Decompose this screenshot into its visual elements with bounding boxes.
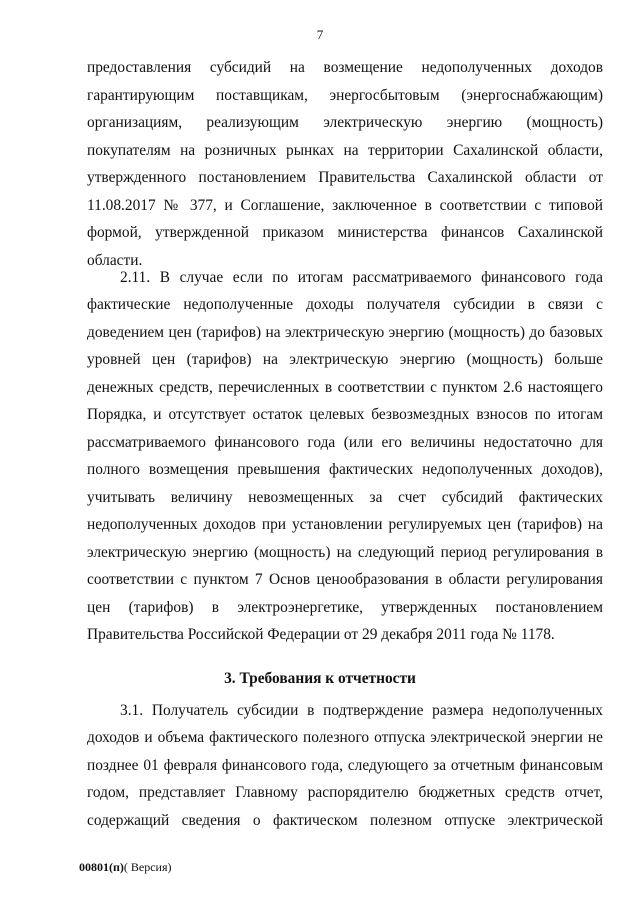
text-line: предоставления субсидий на возмещение недополученных доходов xyxy=(87,59,603,76)
document-code: 00801(п) xyxy=(79,860,124,874)
section-heading: 3. Требования к отчетности xyxy=(224,670,416,687)
text-line: 11.08.2017 № 377, и Соглашение, заключенное в соответствии с типовой xyxy=(87,197,603,214)
text-line: Порядка, и отсутствует остаток целевых безвозмездных взносов по итогам xyxy=(87,406,603,423)
text-line: 3.1. Получатель субсидии в подтверждение размера недополученных xyxy=(120,702,603,719)
text-line: цен (тарифов) в электроэнергетике, утвержденных постановлением xyxy=(87,599,603,616)
text-line: утвержденного постановлением Правительства Сахалинской области от xyxy=(87,169,603,186)
text-line: содержащий сведения о фактическом полезном отпуске электрической xyxy=(87,812,603,829)
text-line: денежных средств, перечисленных в соответствии с пунктом 2.6 настоящего xyxy=(87,379,603,396)
text-line: электрическую энергию (мощность) на следующий период регулирования в xyxy=(87,544,603,561)
text-line: доведением цен (тарифов) на электрическую энергию (мощность) до базовых xyxy=(87,324,603,341)
text-line: уровней цен (тарифов) на электрическую энергию (мощность) больше xyxy=(87,351,603,368)
text-line: учитывать величину невозмещенных за счет субсидий фактических xyxy=(87,489,603,506)
text-line: Правительства Российской Федерации от 29 декабря 2011 года № 1178. xyxy=(87,626,555,643)
text-line: области. xyxy=(87,252,143,269)
text-line: гарантирующим поставщикам, энергосбытовым (энергоснабжающим) xyxy=(87,87,603,104)
text-line: рассматриваемого финансового года (или его величины недостаточно для xyxy=(87,434,603,451)
document-footer xyxy=(79,860,172,875)
text-line: фактические недополученные доходы получателя субсидии в связи с xyxy=(87,296,603,313)
text-line: организациям, реализующим электрическую энергию (мощность) xyxy=(87,114,603,131)
text-line: доходов и объема фактического полезного отпуска электрической энергии не xyxy=(87,729,603,746)
text-line: позднее 01 февраля финансового года, следующего за отчетным финансовым xyxy=(87,757,603,774)
text-line: покупателям на розничных рынках на территории Сахалинской области, xyxy=(87,142,603,159)
text-line: 2.11. В случае если по итогам рассматриваемого финансового года xyxy=(120,269,603,286)
text-line: недополученных доходов при установлении регулируемых цен (тарифов) на xyxy=(87,516,603,533)
text-line: годом, представляет Главному распорядителю бюджетных средств отчет, xyxy=(87,784,603,801)
page-number: 7 xyxy=(316,27,324,42)
text-line: полного возмещения превышения фактических недополученных доходов), xyxy=(87,461,603,478)
text-line: соответствии с пунктом 7 Основ ценообразования в области регулирования xyxy=(87,571,603,588)
document-version: ( Версия) xyxy=(123,860,172,874)
text-line: формой, утвержденной приказом министерства финансов Сахалинской xyxy=(87,224,603,241)
